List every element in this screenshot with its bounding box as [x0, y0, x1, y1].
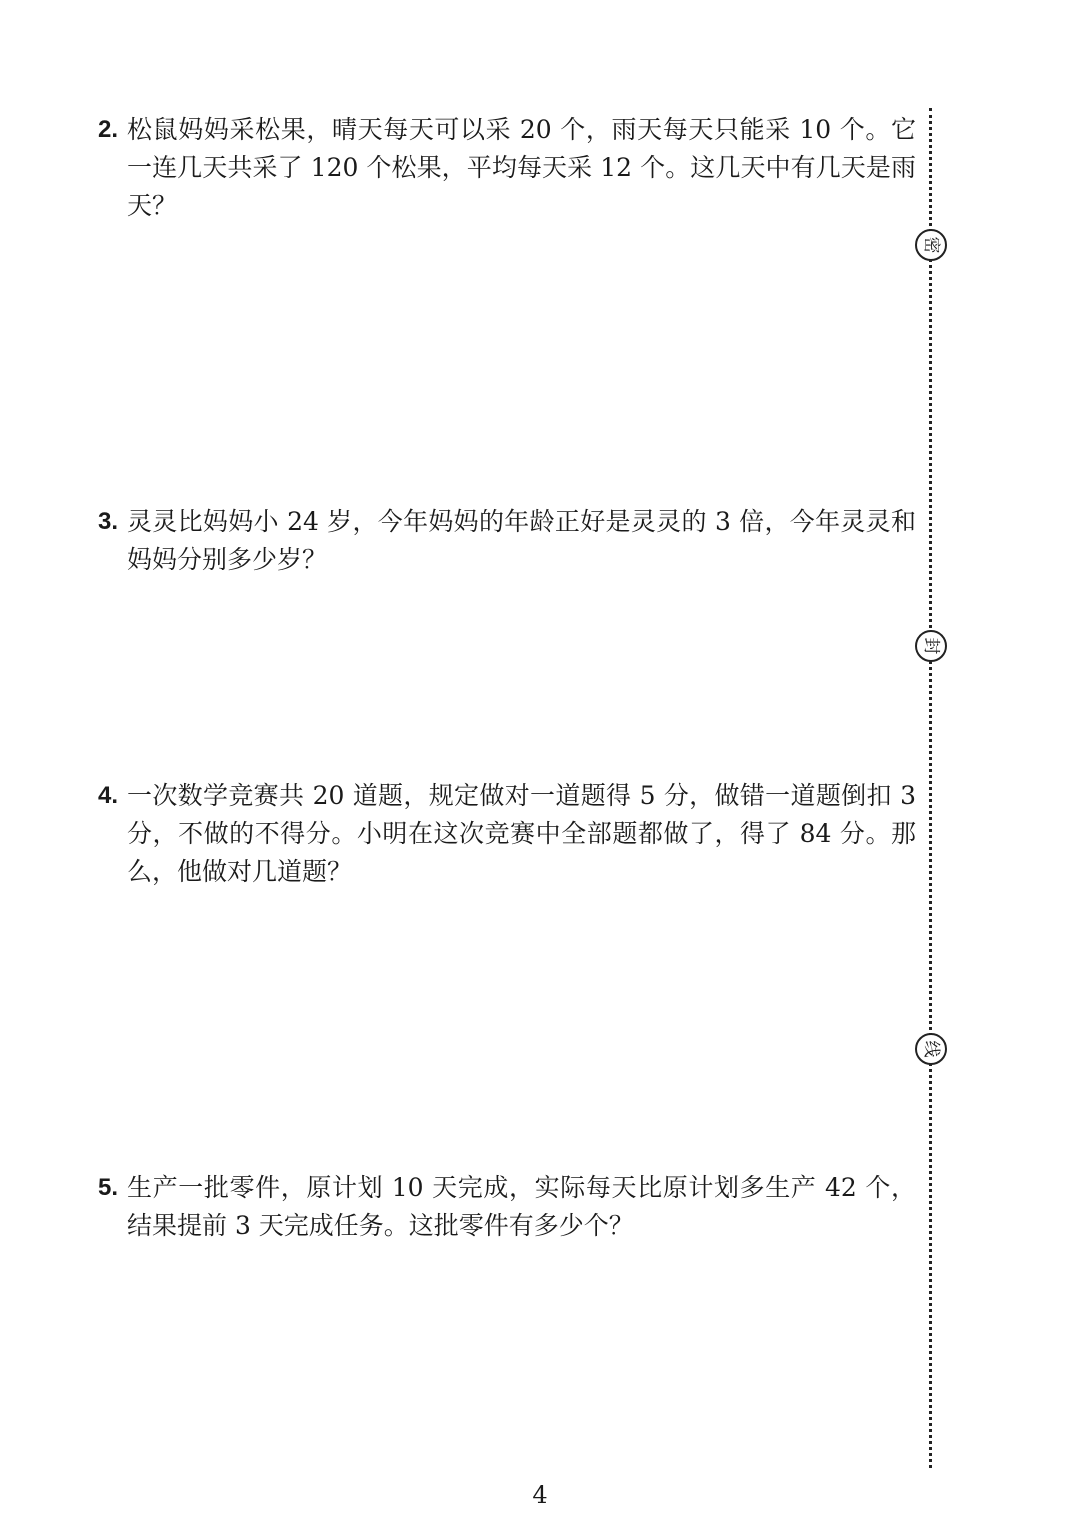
problem-2	[98, 111, 916, 225]
binding-mark-xian: 线	[915, 1033, 947, 1065]
problem-number: 5.	[98, 1174, 119, 1201]
problem-4	[98, 777, 916, 891]
binding-mark-mi: 密	[915, 229, 947, 261]
problem-text: 生产一批零件，原计划 10 天完成，实际每天比原计划多生产 42 个，结果提前 3 天完成任务。这批零件有多少个？	[127, 1173, 916, 1240]
problem-number: 3.	[98, 508, 119, 535]
binding-dotted-line	[929, 108, 932, 1468]
problem-text: 灵灵比妈妈小 24 岁，今年妈妈的年龄正好是灵灵的 3 倍，今年灵灵和妈妈分别多少岁？	[127, 507, 916, 574]
problem-number: 2.	[98, 116, 119, 143]
problem-text: 一次数学竞赛共 20 道题，规定做对一道题得 5 分，做错一道题倒扣 3 分，不做的不得分。小明在这次竞赛中全部题都做了，得了 84 分。那么，他做对几道题？	[127, 781, 916, 886]
problem-5	[98, 1169, 916, 1245]
problem-3	[98, 503, 916, 579]
page-number: 4	[532, 1481, 548, 1509]
problem-number: 4.	[98, 782, 119, 809]
problem-text: 松鼠妈妈采松果，晴天每天可以采 20 个，雨天每天只能采 10 个。它一连几天共采了 120 个松果，平均每天采 12 个。这几天中有几天是雨天？	[127, 115, 916, 220]
binding-mark-feng: 封	[915, 630, 947, 662]
